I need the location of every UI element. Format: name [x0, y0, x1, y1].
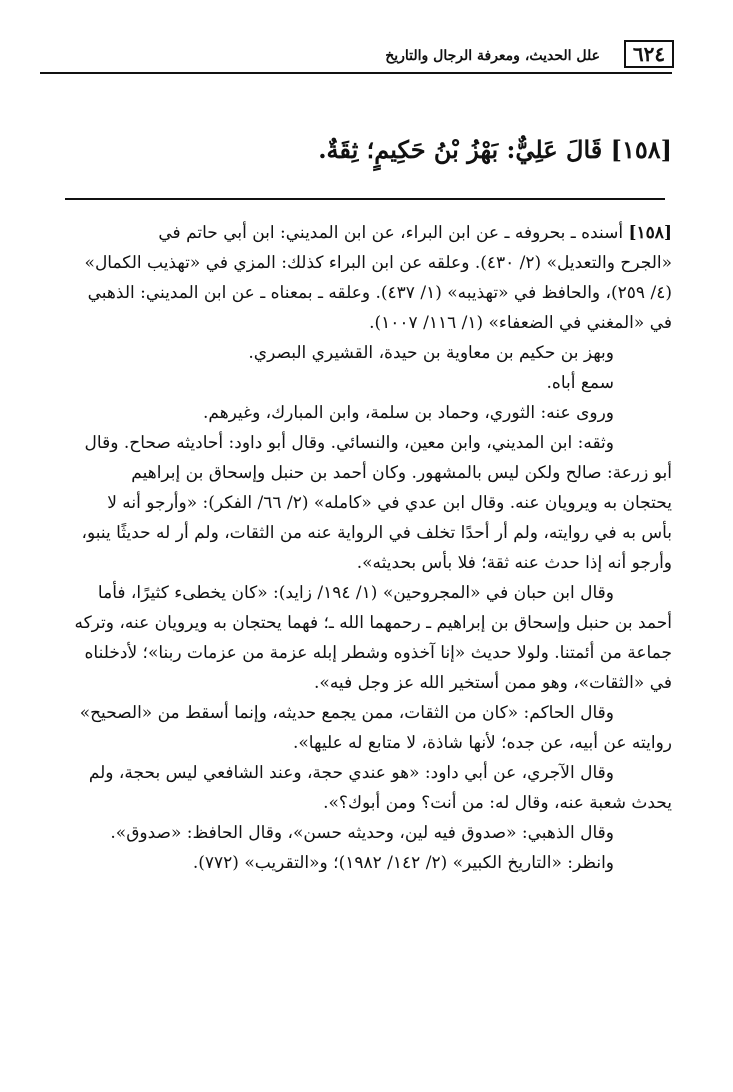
- commentary-line: في «المغني في الضعفاء» (١/ ١١٦/ ١٠٠٧).: [369, 313, 672, 333]
- commentary-line: في «الثقات»، وهو ممن أستخير الله عز وجل فيه».: [314, 673, 672, 693]
- entry-title: [40, 135, 672, 164]
- running-head: علل الحديث، ومعرفة الرجال والتاريخ: [385, 48, 600, 64]
- commentary-body: [48, 218, 672, 878]
- commentary-line: أبو زرعة: صالح ولكن ليس بالمشهور. وكان أحمد بن حنبل وإسحاق بن إبراهيم: [131, 463, 672, 483]
- commentary-line: بأس به في روايته، ولم أر أحدًا تخلف في الرواية عنه من الثقات، ولم أر له حديثًا ينبو،: [81, 523, 672, 543]
- page-number-text: ٦٢٤: [632, 42, 666, 66]
- commentary-line: وقال الآجري، عن أبي داود: «هو عندي حجة، وعند الشافعي ليس بحجة، ولم: [88, 763, 614, 783]
- entry-number: [١٥٨]: [610, 135, 672, 164]
- commentary-line: وأرجو أنه إذا حدث عنه ثقة؛ فلا بأس بحديثه».: [356, 553, 672, 573]
- commentary-line: روايته عن أبيه، عن جده؛ لأنها شاذة، لا متابع له عليها».: [293, 733, 672, 753]
- commentary-line: يحدث شعبة عنه، وقال له: من أنت؟ ومن أبوك؟».: [323, 793, 672, 813]
- commentary-line: وانظر: «التاريخ الكبير» (٢/ ١٤٢/ ١٩٨٢)؛ و«التقريب» (٧٧٢).: [192, 853, 614, 873]
- commentary-line: أحمد بن حنبل وإسحاق بن إبراهيم ـ رحمهما الله ـ؛ فهما يحتجان به ويرويان عنه، وتركه: [74, 613, 672, 633]
- commentary-line: وقال ابن حبان في «المجروحين» (١/ ١٩٤/ زايد): «كان يخطىء كثيرًا، فأما: [97, 583, 614, 603]
- commentary-line: جماعة من أئمتنا. ولولا حديث «إنا آخذوه وشطر إبله عزمة من عزمات ربنا»؛ لأدخلناه: [84, 643, 672, 663]
- commentary-line: وقال الذهبي: «صدوق فيه لين، وحديثه حسن»، وقال الحافظ: «صدوق».: [110, 823, 614, 843]
- commentary-line: وبهز بن حكيم بن معاوية بن حيدة، القشيري البصري.: [248, 343, 614, 363]
- commentary-line: «الجرح والتعديل» (٢/ ٤٣٠). وعلقه عن ابن البراء كذلك: المزي في «تهذيب الكمال»: [84, 253, 672, 273]
- title-rule: [65, 198, 665, 200]
- commentary-line: وروى عنه: الثوري، وحماد بن سلمة، وابن المبارك، وغيرهم.: [202, 403, 614, 423]
- page-number: [624, 40, 674, 68]
- commentary-number: [١٥٨]: [628, 223, 672, 243]
- commentary-line: يحتجان به ويرويان عنه. وقال ابن عدي في «كامله» (٢/ ٦٦/ الفكر): «وأرجو أنه لا: [107, 493, 672, 513]
- header-rule: [40, 72, 672, 74]
- entry-title-text: قَالَ عَلِيٌّ: بَهْزُ بْنُ حَكِيمٍ؛ ثِقَةٌ.: [318, 135, 603, 164]
- commentary-line: سمع أباه.: [546, 373, 614, 393]
- commentary-line: [١٥٨] أسنده ـ بحروفه ـ عن ابن البراء، عن ابن المديني: ابن أبي حاتم في: [158, 223, 672, 243]
- commentary-line: وقال الحاكم: «كان من الثقات، ممن يجمع حديثه، وإنما أسقط من «الصحيح»: [79, 703, 614, 723]
- commentary-line: (٤/ ٢٥٩)، والحافظ في «تهذيبه» (١/ ٤٣٧). وعلقه ـ بمعناه ـ عن ابن المديني: الذهبي: [87, 283, 672, 303]
- commentary-line: وثقه: ابن المديني، وابن معين، والنسائي. وقال أبو داود: أحاديثه صحاح. وقال: [84, 433, 614, 453]
